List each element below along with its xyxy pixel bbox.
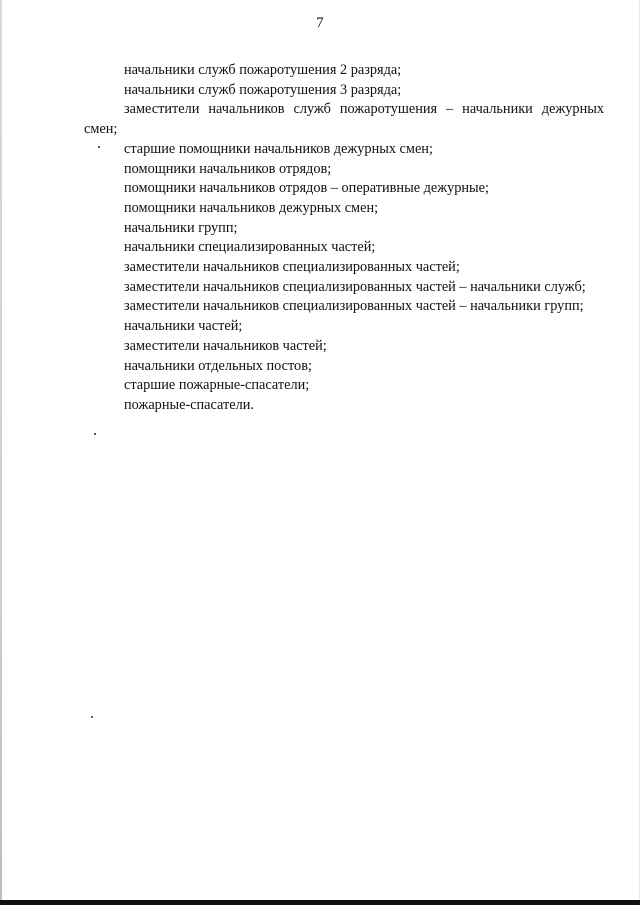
list-item: начальники групп; <box>124 219 238 236</box>
list-item: заместители начальников специализированных частей; <box>124 259 460 276</box>
scan-left-edge <box>0 0 2 905</box>
list-item: заместители начальников специализированных частей – начальники служб; <box>124 278 586 295</box>
list-item: заместители начальников специализированных частей – начальники групп; <box>124 298 584 315</box>
list-item: помощники начальников отрядов; <box>124 160 332 177</box>
scan-speck <box>98 146 100 148</box>
list-item: помощники начальников дежурных смен; <box>124 199 379 216</box>
list-item: начальники служб пожаротушения 2 разряда; <box>124 62 402 78</box>
list-item: помощники начальников отрядов – оперативные дежурные; <box>124 180 489 197</box>
list-item: начальники служб пожаротушения 3 разряда; <box>124 81 402 98</box>
list-item: начальники частей; <box>124 318 243 335</box>
position-list <box>84 61 604 416</box>
list-item: старшие пожарные-спасатели; <box>124 377 310 394</box>
page-number: 7 <box>316 15 324 31</box>
list-item: начальники специализированных частей; <box>124 239 376 256</box>
list-item: начальники отдельных постов; <box>124 357 312 374</box>
scan-speck <box>94 433 96 435</box>
list-item: заместители начальников частей; <box>124 337 327 354</box>
scan-speck <box>91 716 93 718</box>
list-item: пожарные-спасатели. <box>124 396 254 413</box>
list-item: старшие помощники начальников дежурных смен; <box>124 140 433 157</box>
list-item: заместители начальников служб пожаротушения – начальники дежурных смен; <box>84 101 604 138</box>
scan-bottom-border <box>0 900 640 905</box>
